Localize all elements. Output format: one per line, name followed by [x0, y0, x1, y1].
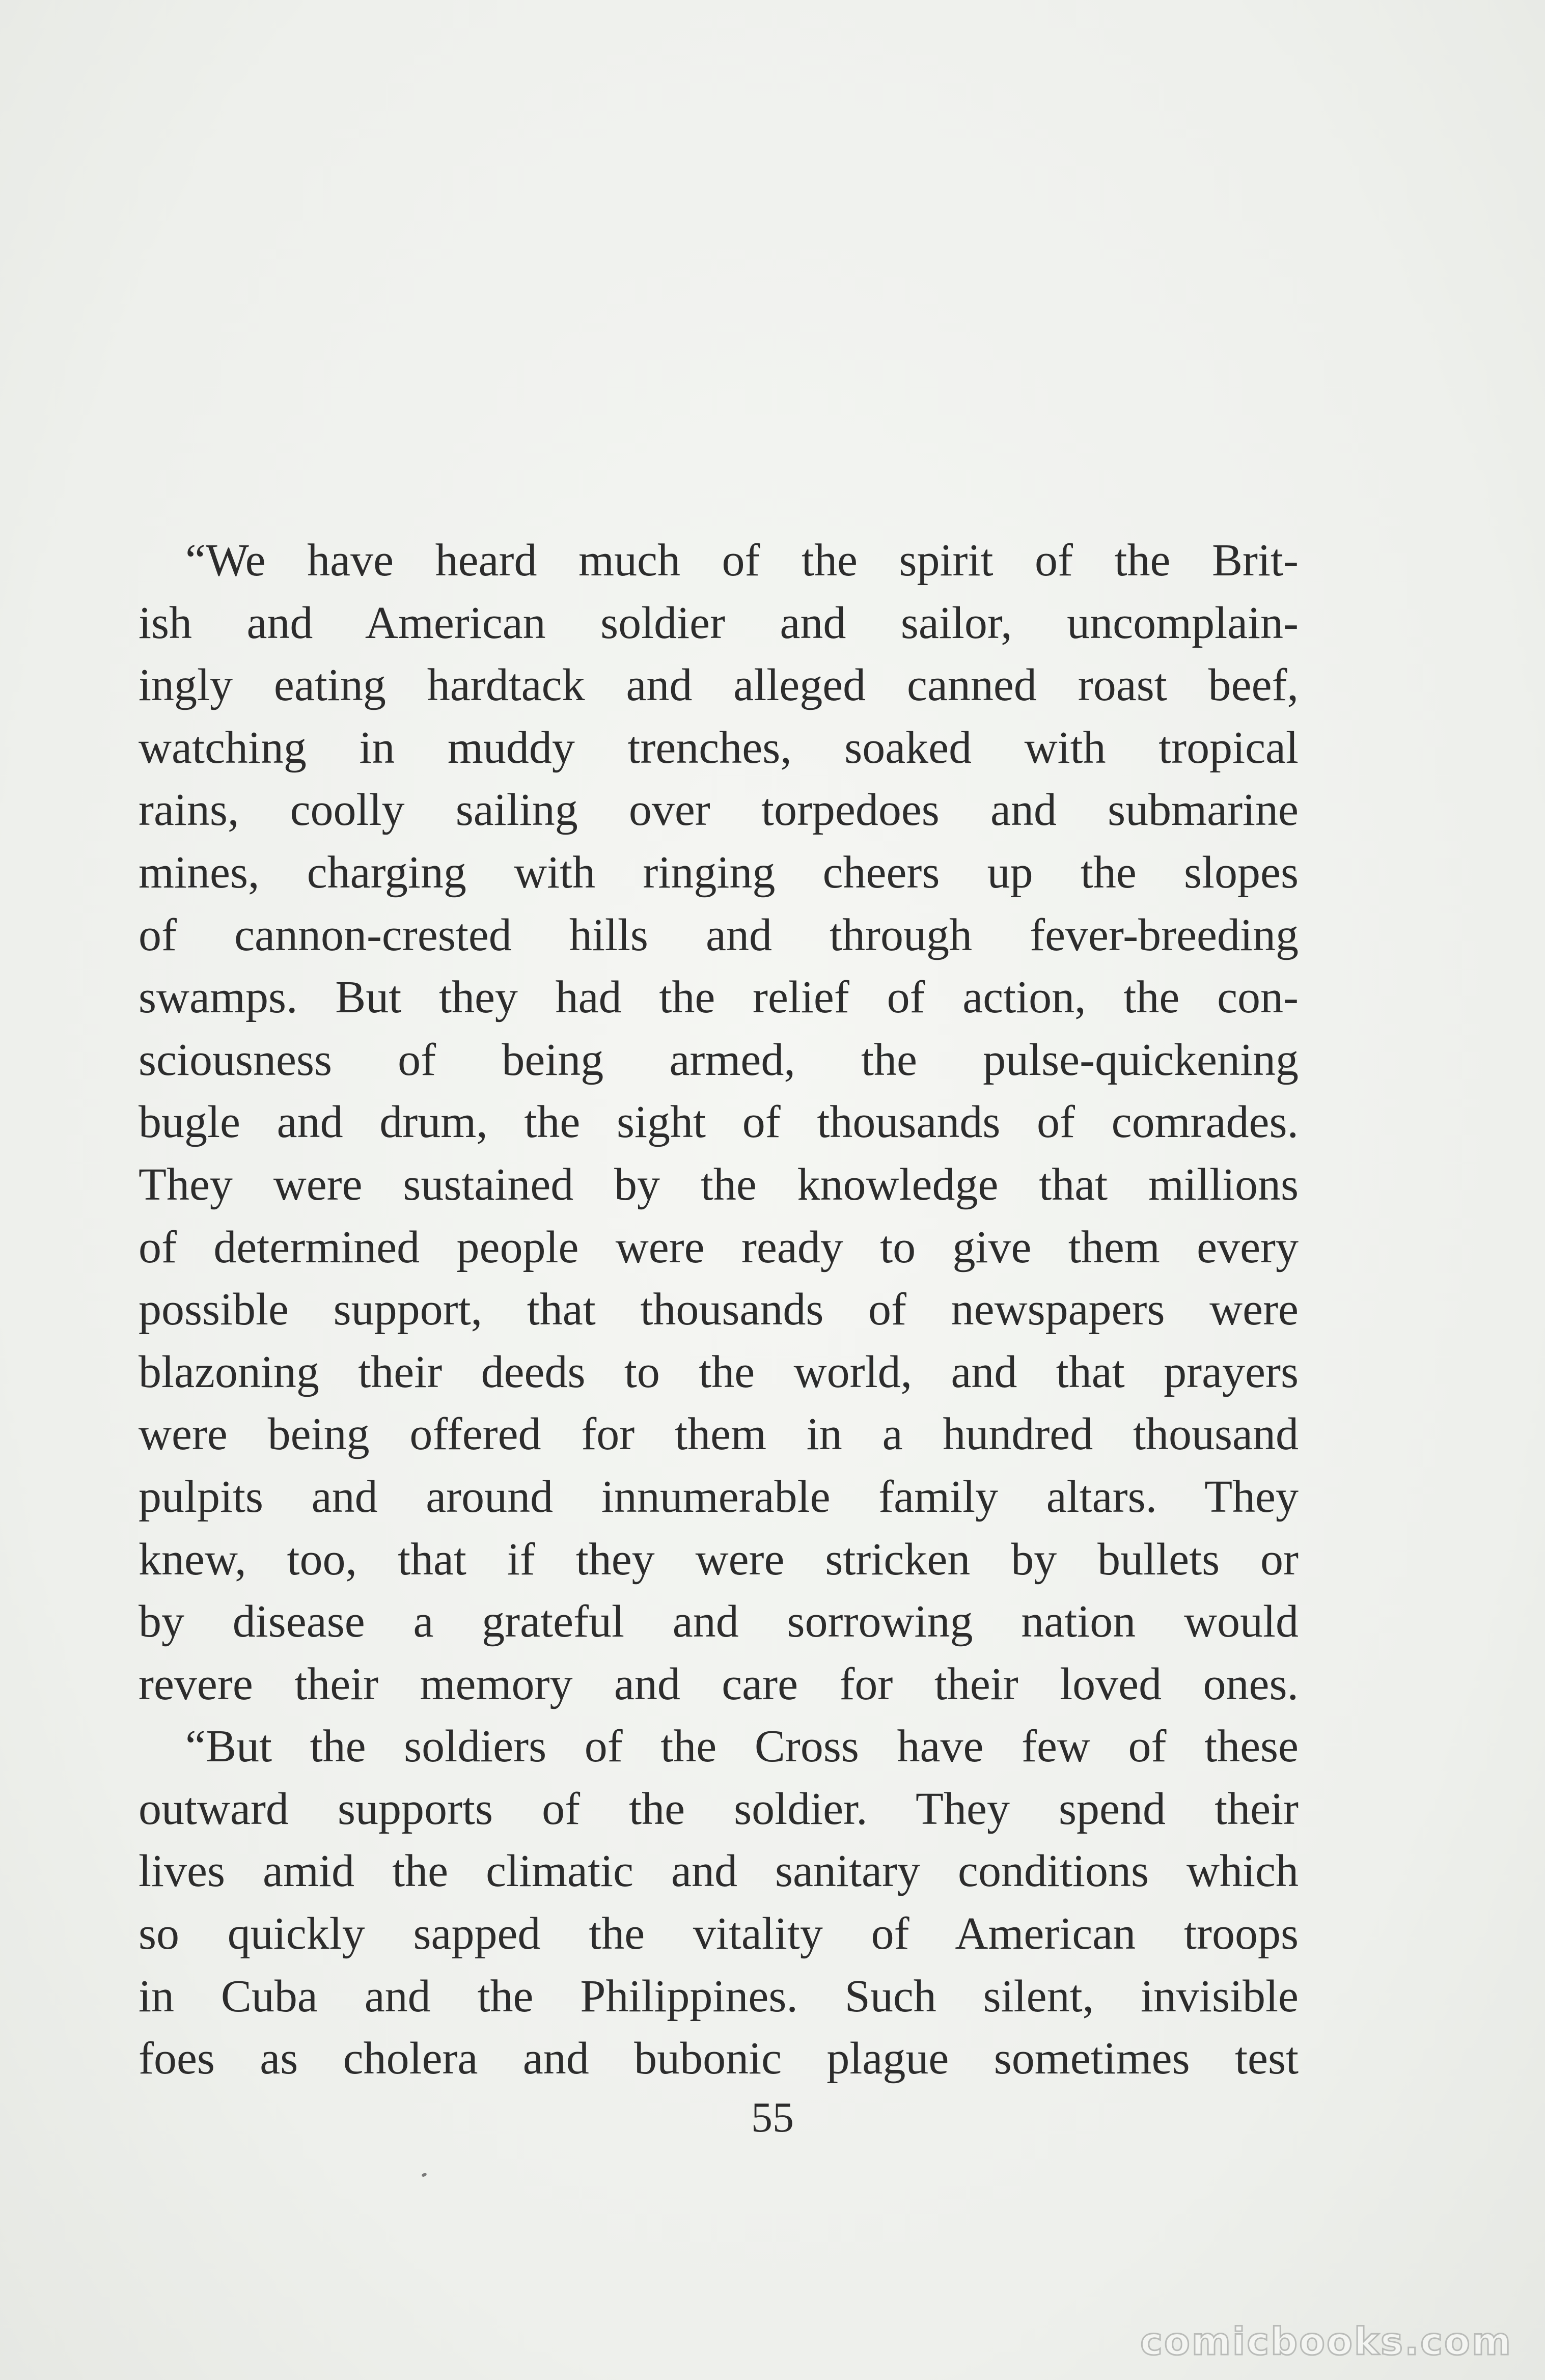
text-line: revere their memory and care for their loved ones. [139, 1658, 1299, 1709]
text-line: rains, coolly sailing over torpedoes and submarine [139, 785, 1299, 836]
text-line: bugle and drum, the sight of thousands of comrades. [139, 1097, 1299, 1148]
text-line: swamps. But they had the relief of action, the con- [139, 972, 1299, 1023]
text-line: watching in muddy trenches, soaked with tropical [139, 722, 1299, 773]
text-line: foes as cholera and bubonic plague sometimes test [139, 2033, 1299, 2084]
text-line: lives amid the climatic and sanitary conditions which [139, 1846, 1299, 1897]
watermark: comicbooks.com [1140, 2320, 1512, 2364]
text-line: so quickly sapped the vitality of American troops [139, 1908, 1299, 1959]
text-line: “But the soldiers of the Cross have few of these [185, 1721, 1299, 1772]
text-line: ingly eating hardtack and alleged canned roast beef, [139, 660, 1299, 711]
text-line: pulpits and around innumerable family altars. They [139, 1471, 1299, 1522]
text-line: possible support, that thousands of newspapers were [139, 1284, 1299, 1335]
text-line: by disease a grateful and sorrowing nation would [139, 1596, 1299, 1647]
text-line: sciousness of being armed, the pulse-quickening [139, 1034, 1299, 1085]
text-line: outward supports of the soldier. They spend their [139, 1783, 1299, 1834]
text-line: ish and American soldier and sailor, uncomplain- [139, 597, 1299, 648]
text-line: “We have heard much of the spirit of the Brit- [185, 535, 1299, 586]
text-line: in Cuba and the Philippines. Such silent, invisible [139, 1971, 1299, 2022]
text-line: were being offered for them in a hundred thousand [139, 1409, 1299, 1460]
text-line: They were sustained by the knowledge that millions [139, 1159, 1299, 1210]
text-line: of determined people were ready to give them every [139, 1222, 1299, 1272]
text-line: blazoning their deeds to the world, and that prayers [139, 1346, 1299, 1397]
text-line: mines, charging with ringing cheers up the slopes [139, 847, 1299, 898]
ink-speck [421, 2172, 427, 2177]
page-number: 55 [751, 2094, 794, 2141]
body-text [139, 530, 1299, 2090]
text-line: of cannon-crested hills and through fever-breeding [139, 909, 1299, 960]
text-line: knew, too, that if they were stricken by bullets or [139, 1534, 1299, 1585]
